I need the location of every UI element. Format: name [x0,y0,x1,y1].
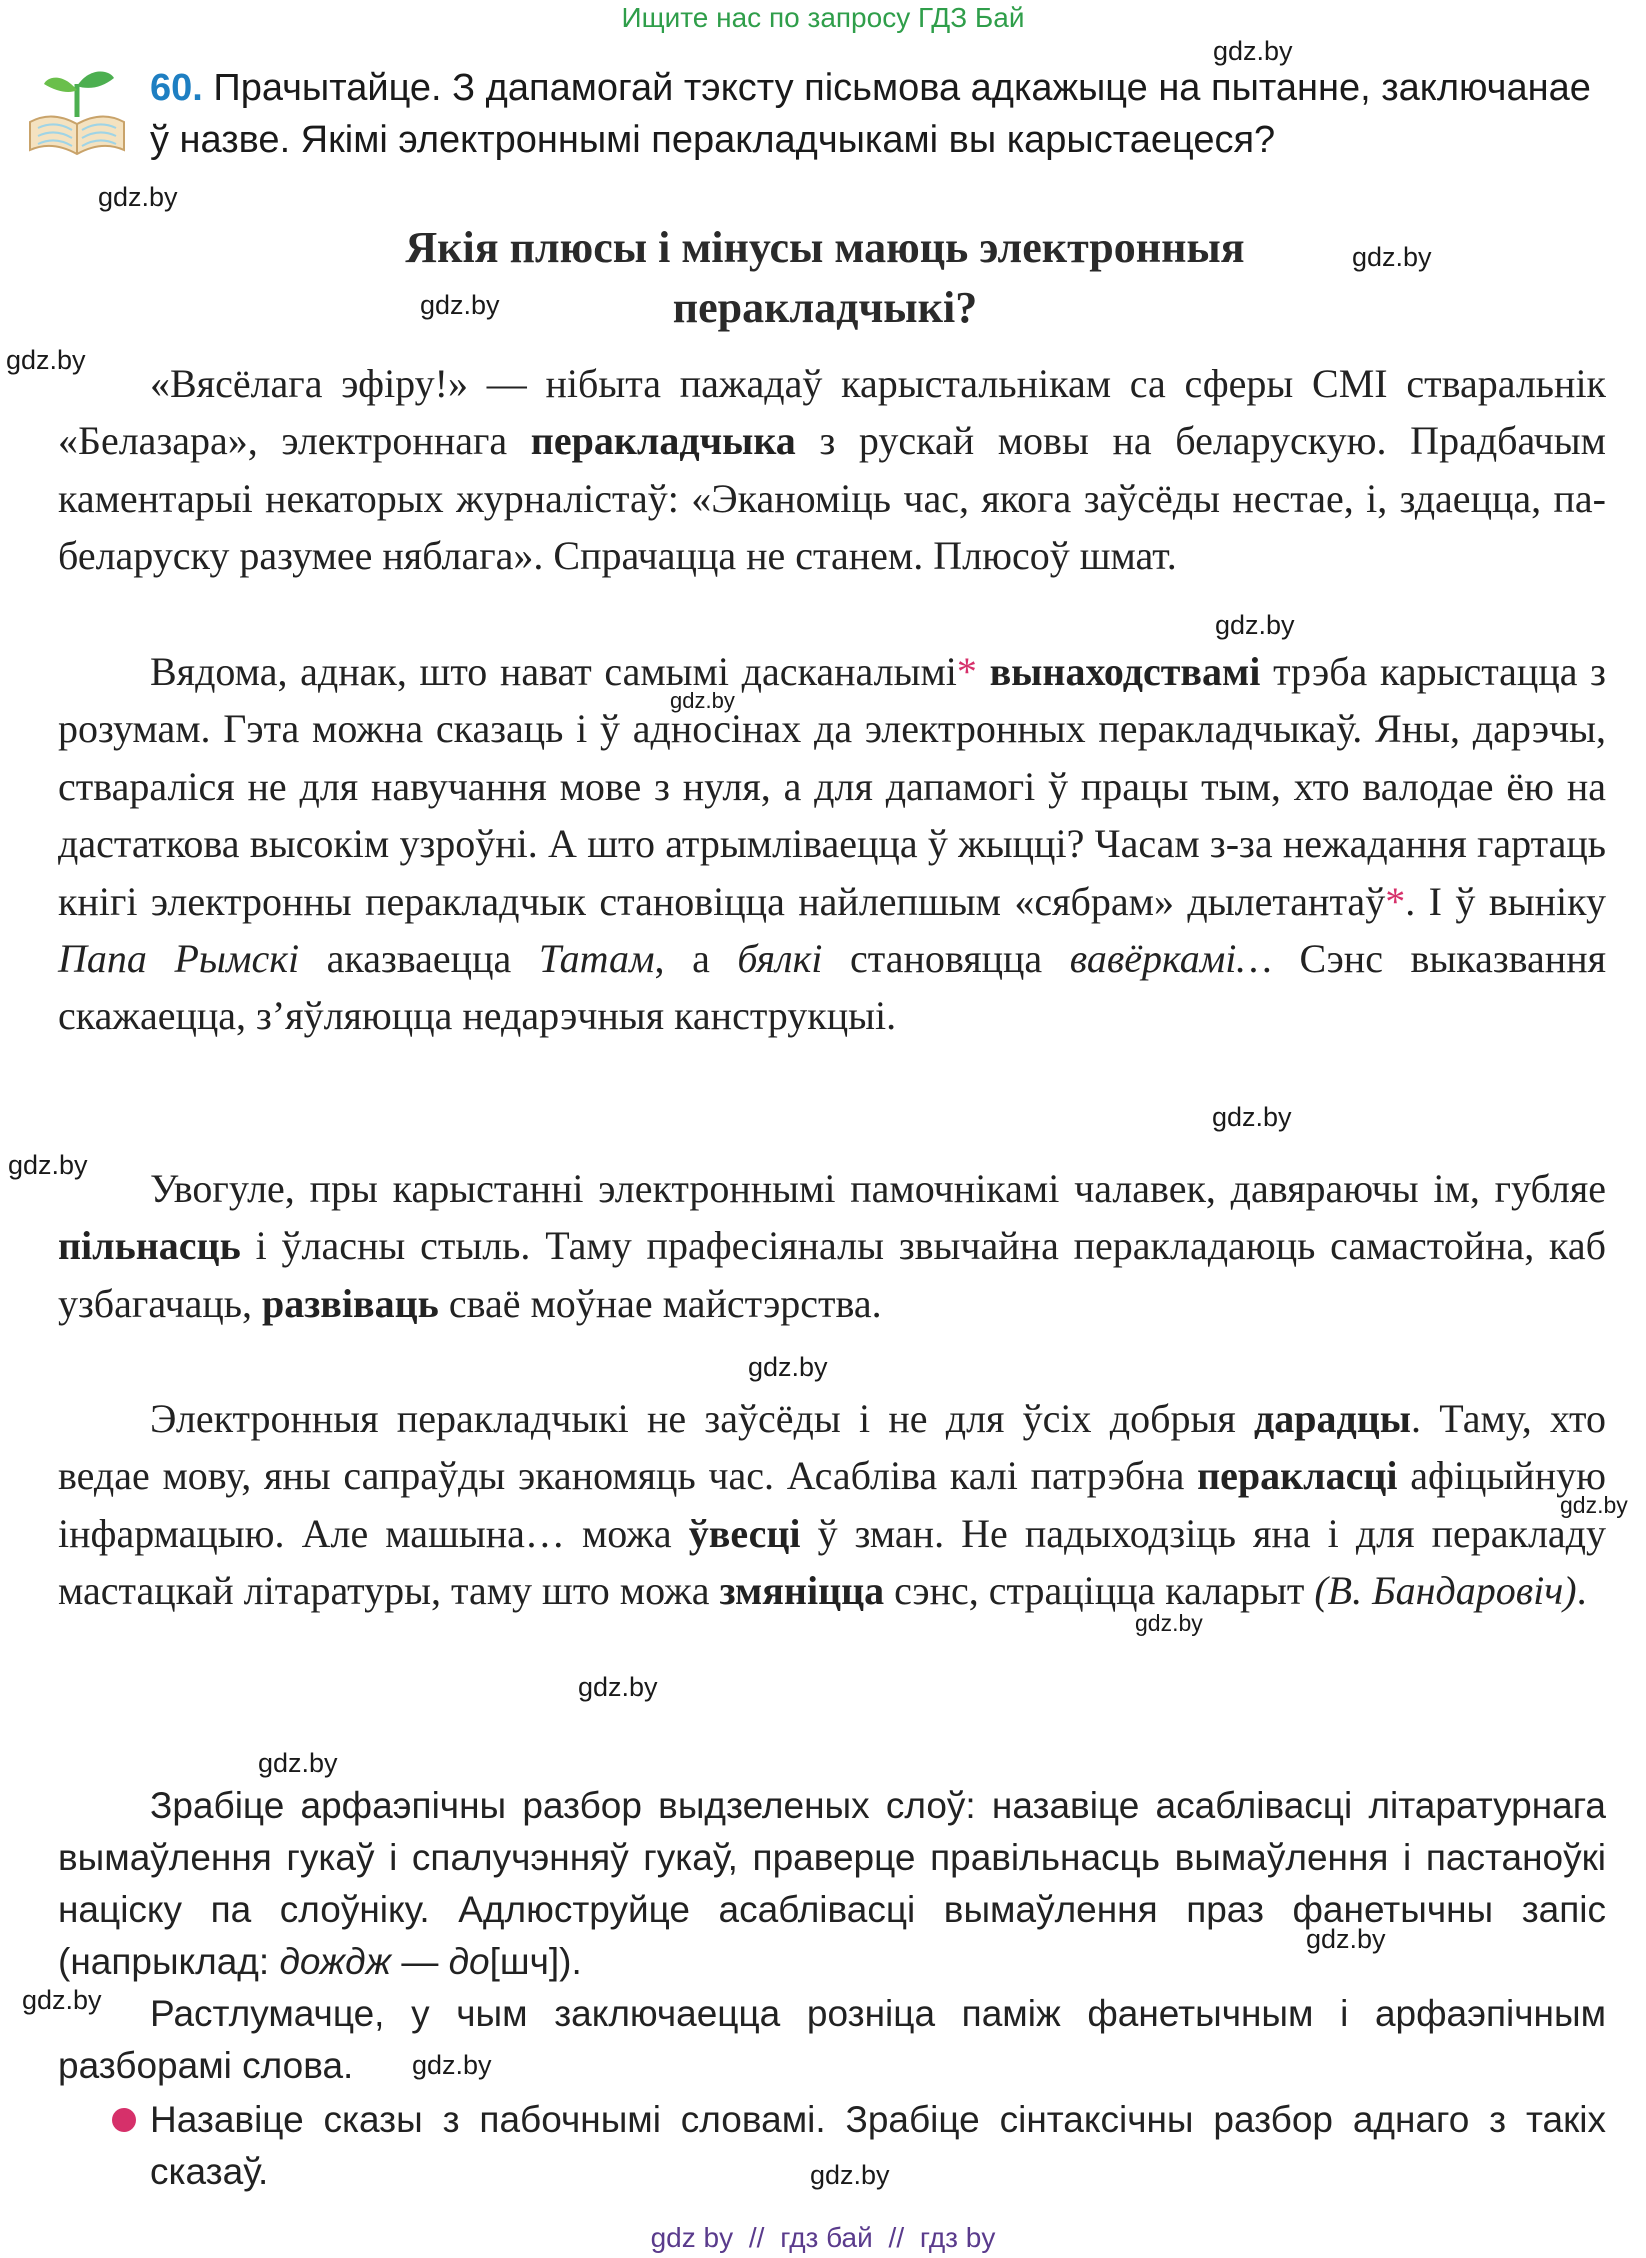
text: Вядома, аднак, што нават самымі дасканалымі [150,649,957,694]
text: — [391,1941,449,1982]
watermark: gdz.by [258,1748,338,1778]
text: ). [559,1941,582,1982]
text: Назавіце сказы з пабочнымі словамі. Зрабіце сінтаксічны разбор аднаго з такіх сказаў. [150,2099,1606,2192]
watermark: gdz.by [1215,610,1295,640]
text: афіцыйную інфармацыю. Але машына… можа [58,1453,1607,1556]
watermark: gdz.by [1560,1492,1628,1518]
watermark: gdz.by [810,2160,890,2190]
watermark: gdz.by [6,345,86,375]
watermark: gdz.by [578,1672,658,1702]
example-word: дождж [279,1941,392,1982]
watermark: gdz.by [98,182,178,212]
text: аказваецца [299,936,539,982]
text: трэба карыстацца з розумам. Гэта можна сказаць і ў адносінах да электронных перакладчыкаў. Яны, дарэчы, ствараліся не для навучання мове з нуля, а для дапамогі ў працы тым, хто валодае ёю на дастаткова высокім узроўні. А што атрымліваецца ў жыцці? Часам з-за нежадання гартаць кнігі электронны перакладчык становіцца найлепшым «сябрам» дылетантаў [58,649,1606,924]
watermark: gdz.by [420,290,500,320]
text: сэнс, страціцца каларыт [884,1568,1315,1614]
paragraph-2 [58,643,1606,1045]
text: сваё моўнае майстэрства. [438,1280,882,1326]
author-name: (В. Бандаровіч) [1314,1568,1577,1614]
watermark: gdz.by [748,1352,828,1382]
highlighted-word: перакласці [1197,1453,1398,1499]
question-1 [58,1780,1606,1988]
highlighted-word: развіваць [261,1280,439,1326]
watermark: gdz.by [22,1985,102,2015]
task-block [150,62,1595,166]
watermark: gdz.by [412,2050,492,2080]
paragraph-3 [58,1160,1606,1332]
italic-phrase: Татам [538,936,655,982]
task-number: 60. [150,67,203,109]
text: Увогуле, пры карыстанні электроннымі памочнікамі чалавек, давяраючы ім, губляе [150,1166,1606,1211]
highlighted-word: перакладчыка [530,418,796,464]
watermark: gdz.by [1135,1610,1203,1636]
text: і ўласны стыль. Таму прафесіяналы звычайна перакладаюць самастойна, каб узбагачаць, [58,1223,1606,1326]
text: . І ў выніку [1405,878,1607,924]
footnote-star: * [1385,878,1406,924]
watermark: gdz.by [1306,1924,1386,1954]
bullet-dot-icon [112,2108,136,2132]
italic-phrase: Папа Рымскі [58,936,300,982]
footer-separator: // [748,2222,765,2253]
text: Растлумачце, у чым заключаецца розніца паміж фанетычным і арфаэпічным разборамі слова. [58,1993,1606,2086]
article-title-line1: Якія плюсы і мінусы маюць электронныя [405,223,1245,272]
highlighted-word: змяніцца [719,1568,885,1614]
text: . Таму, хто ведае мову, яны сапраўды эканомяць час. Асабліва калі патрэбна [58,1396,1606,1499]
italic-phrase: вавёркамі… [1069,936,1272,982]
watermark: gdz.by [8,1150,88,1180]
footer-separator: // [888,2222,905,2253]
text: Зрабіце арфаэпічны разбор выдзеленых слоў: назавіце асаблівасці літаратурнага вымаўлення гукаў і спалучэнняў гукаў, праверце правільнасць вымаўлення і пастаноўкі націску па слоўніку. Адлюструйце асаблівасці вымаўлення праз фанетычны запіс (напрыклад: [58,1785,1606,1982]
watermark: gdz.by [1212,1102,1292,1132]
highlighted-word: вынаходствамі [989,649,1261,694]
text: . [1576,1568,1587,1614]
footnote-star: * [956,649,977,694]
watermark: gdz.by [670,688,735,713]
task-text: Прачытайце. З дапамогай тэксту пісьмова адкажыце на пытанне, заключанае ў назве. Якімі электроннымі перакладчыкамі вы карыстаецеся? [150,67,1591,161]
text: «Вясёлага эфіру!» — нібыта пажадаў карыстальнікам са сферы СМІ стваральнік «Белазара», электроннага [58,361,1606,464]
text: [шч] [489,1941,560,1982]
text: ў зман. Не падыходзіць яна і для перакладу мастацкай літаратуры, таму што можа [58,1510,1607,1614]
paragraph-4 [58,1390,1606,1620]
footer-link-3[interactable]: гдз by [919,2222,996,2253]
article-title-line2: перакладчыкі? [672,283,978,332]
highlighted-word: ўвесці [688,1510,801,1556]
bottom-links [0,2222,1646,2254]
footer-link-1[interactable]: gdz by [650,2222,734,2253]
watermark: gdz.by [1213,36,1293,66]
highlighted-word: дарадцы [1254,1396,1412,1441]
paragraph-1 [58,355,1606,585]
top-banner[interactable]: Ищите нас по запросу ГДЗ Бай [621,2,1025,33]
question-2 [58,1988,1606,2092]
text: становяцца [822,936,1070,982]
text: Электронныя перакладчыкі не заўсёды і не для ўсіх добрыя [150,1396,1255,1441]
italic-phrase: бялкі [737,936,823,982]
text: з рускай мовы на беларускую. Прадбачым каментарыі некаторых журналістаў: «Эканоміць час, якога заўсёды нестае, і, здаецца, па-беларуску разумее няблага». Спрачацца не станем. Плюсоў шмат. [58,418,1606,579]
text: Сэнс выказвання скажаецца, з’яўляюцца недарэчныя канструкцыі. [58,936,1607,1039]
example-word: до [448,1941,490,1982]
watermark: gdz.by [1352,242,1432,272]
highlighted-word: пільнасць [58,1223,241,1269]
text: , а [654,936,738,982]
footer-link-2[interactable]: гдз бай [780,2222,873,2253]
book-sprout-icon [22,62,132,167]
